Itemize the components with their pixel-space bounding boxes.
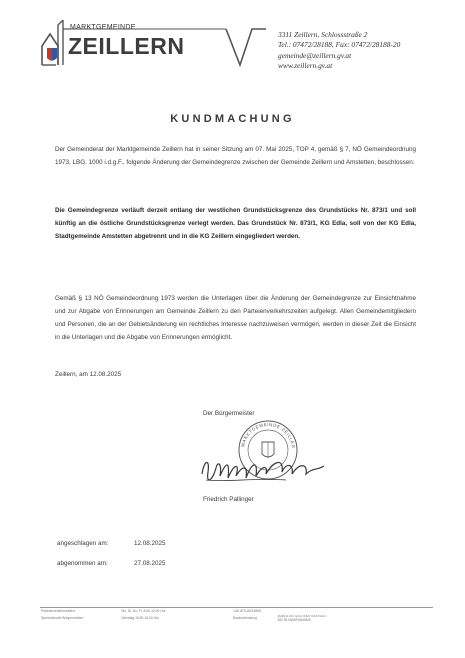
signature	[196, 444, 331, 494]
svg-text:MARKTGEMEINDE ZEILLERN: MARKTGEMEINDE ZEILLER	[240, 421, 297, 449]
footer-row	[40, 615, 433, 622]
address-line: 3311 Zeillern, Schlossstraße 2	[278, 30, 368, 39]
removed-label: abgenommen am:	[57, 560, 108, 567]
signatory-name: Friedrich Pallinger	[203, 496, 254, 503]
footer	[40, 607, 433, 622]
intro-paragraph: Der Gemeinderat der Marktgemeinde Zeillern hat in seiner Sitzung am 07. Mai 2025, TOP 4, gemäß § 7, NÖ Gemeindeordnung 1973, LBG. 1000 i.d.g.F., folgende Änderung der Gemeindegrenze zwischen der Gemeinde Zeillern und Amstetten, beschlossen:	[55, 146, 416, 166]
website-line: www.zeillern.gv.at	[278, 60, 333, 70]
footer-cell: UID ATU16216905	[233, 609, 261, 613]
footer-cell: Dienstag 16:00-18:00 Uhr	[121, 616, 159, 620]
decision-paragraph: Die Gemeindegrenze verläuft derzeit entlang der westlichen Grundstücksgrenze des Grundstücks Nr. 873/1 und soll künftig an die östliche Grundstücksgrenze verlegt werden. Das Grundstück Nr. 873/1, KG Edla, soll von der KG Edla, Stadtgemeinde Amstetten abgetrennt und in die KG Zeillern eingegliedert werden.	[55, 207, 416, 240]
removed-date: 27.08.2025	[134, 560, 166, 567]
footer-cell: Bankverbindung	[233, 616, 257, 620]
footer-cell: Parteienverkehrszeiten:	[41, 609, 76, 613]
phone-line: Tel.: 07472/28188, Fax: 07472/28188-20	[278, 40, 401, 50]
place-date: Zeillern, am 12.08.2025	[55, 371, 122, 378]
bic: BIC RLNWATWWAMS	[277, 617, 311, 622]
footer-cell: Sprechstunde Bürgermeister:	[41, 616, 84, 620]
signatory-role: Der Bürgermeister	[203, 410, 255, 417]
footer-cell: Mo, Di, Do, Fr, 8:00-12:00 Uhr	[121, 609, 166, 613]
logo	[40, 20, 270, 70]
address-block	[278, 30, 400, 71]
posted-label: angeschlagen am:	[57, 540, 109, 547]
iban: IBAN AT64 3202 5000 0000 6337	[277, 615, 327, 618]
notice-paragraph: Gemäß § 13 NÖ Gemeindeordnung 1973 werden die Unterlagen über die Änderung der Gemeindegrenze zur Einsichtnahme und zur Abgabe von Erinnerungen am Gemeinde Zeillern zu den Parteienverkehrszeiten aufgelegt. Allen Gemeindemitgliedern und Personen, die an der Gebietsänderung ein rechtliches Interesse nachzuweisen vermögen, werden in dieser Zeit die Einsicht in die Unterlagen und die Abgabe von Erinnerungen ermöglicht.	[55, 295, 416, 341]
footer-row	[40, 608, 433, 615]
email-line: gemeinde@zeillern.gv.at	[278, 50, 352, 60]
page-title: KUNDMACHUNG	[170, 113, 295, 125]
coat-of-arms-icon	[47, 48, 57, 61]
logo-title: ZEILLERN	[68, 33, 185, 59]
footer-cell	[277, 615, 433, 622]
logo-subtitle: MARKTGEMEINDE	[70, 24, 136, 31]
posted-date: 12.08.2025	[134, 540, 166, 547]
